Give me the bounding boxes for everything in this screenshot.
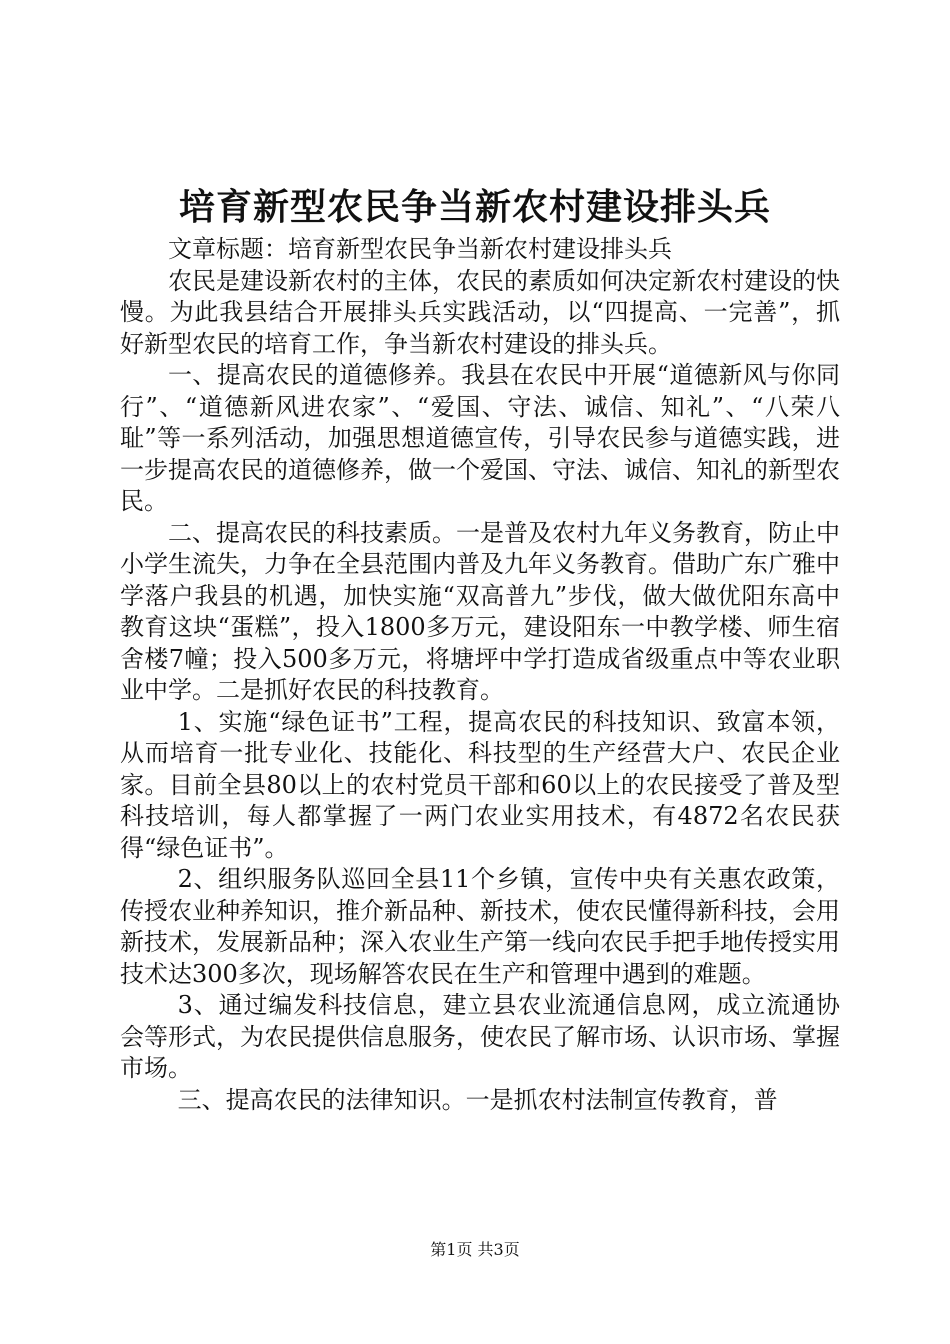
document-body — [120, 234, 840, 1116]
paragraph-item-2: 2、组织服务队巡回全县11个乡镇，宣传中央有关惠农政策，传授农业种养知识，推介新品种、新技术，使农民懂得新科技，会用新技术，发展新品种；深入农业生产第一线向农民手把手地传授实用技术达300多次，现场解答农民在生产和管理中遇到的难题。 — [120, 865, 840, 988]
paragraph-intro: 农民是建设新农村的主体，农民的素质如何决定新农村建设的快慢。为此我县结合开展排头兵实践活动，以“四提高、一完善”，抓好新型农民的培育工作，争当新农村建设的排头兵。 — [120, 266, 840, 358]
paragraph-section-3: 三、提高农民的法律知识。一是抓农村法制宣传教育，普 — [177, 1085, 778, 1114]
paragraph-section-1: 一、提高农民的道德修养。我县在农民中开展“道德新风与你同行”、“道德新风进农家”、“爱国、守法、诚信、知礼”、“八荣八耻”等一系列活动，加强思想道德宣传，引导农民参与道德实践，进一步提高农民的道德修养，做一个爱国、守法、诚信、知礼的新型农民。 — [120, 361, 840, 515]
paragraph-article-title: 文章标题：培育新型农民争当新农村建设排头兵 — [168, 235, 672, 263]
page-footer: 第1页 共3页 — [430, 1240, 520, 1259]
paragraph-item-1: 1、实施“绿色证书”工程，提高农民的科技知识、致富本领，从而培育一批专业化、技能化、科技型的生产经营大户、农民企业家。目前全县80以上的农村党员干部和60以上的农民接受了普及型科技培训，每人都掌握了一两门农业实用技术，有4872名农民获得“绿色证书”。 — [120, 707, 840, 862]
paragraph-section-2: 二、提高农民的科技素质。一是普及农村九年义务教育，防止中小学生流失，力争在全县范围内普及九年义务教育。借助广东广雅中学落户我县的机遇，加快实施“双高普九”步伐，做大做优阳东高中教育这块“蛋糕”，投入1800多万元，建设阳东一中教学楼、师生宿舍楼7幢；投入500多万元，将塘坪中学打造成省级重点中等农业职业中学。二是抓好农民的科技教育。 — [120, 518, 840, 704]
document-title: 培育新型农民争当新农村建设排头兵 — [178, 186, 771, 228]
paragraph-item-3: 3、通过编发科技信息，建立县农业流通信息网，成立流通协会等形式，为农民提供信息服务，使农民了解市场、认识市场、掌握市场。 — [120, 991, 840, 1082]
